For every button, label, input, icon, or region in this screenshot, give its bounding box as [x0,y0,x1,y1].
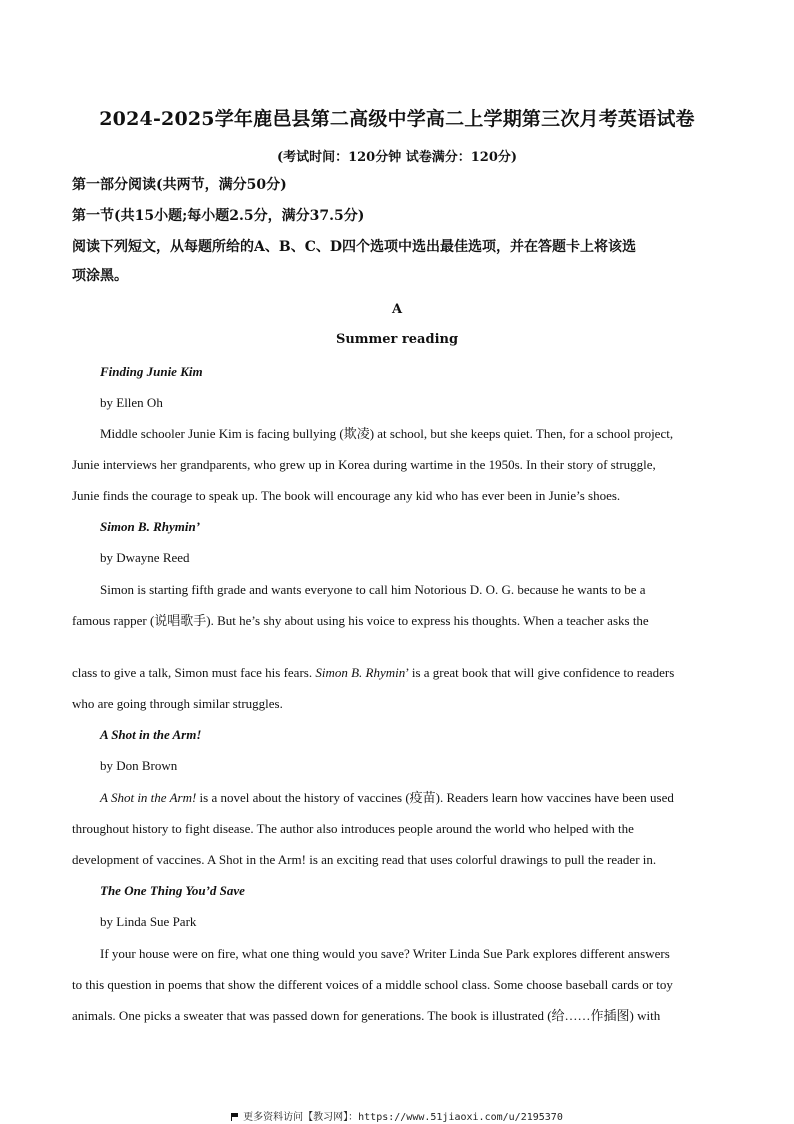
book-description-line: If your house were on fire, what one thing would you save? Writer Linda Sue Park explores different answers [100,946,670,961]
book-author: by Dwayne Reed [100,550,190,565]
book-description-line [72,782,732,813]
inline-book-title: A Shot in the Arm! [100,790,197,805]
footer-text: 更多资料访问【教习网】：https://www.51jiaoxi.com/u/2195370 [243,1112,563,1123]
book-title: Simon B. Rhymin’ [100,519,201,534]
passage-label: A [391,302,403,317]
book-description-line: Junie interviews her grandparents, who grew up in Korea during wartime in the 1950s. In their story of struggle, [72,457,656,472]
book-description-line: who are going through similar struggles. [72,696,283,711]
book-title: Finding Junie Kim [100,364,203,379]
book-description-line: Middle schooler Junie Kim is facing bullying (欺凌) at school, but she keeps quiet. Then, for a school project, [100,426,674,441]
book-author: by Don Brown [100,758,178,773]
part-heading: 第一部分阅读(共两节，满分50分) [72,177,287,193]
book-description-line: to this question in poems that show the different voices of a middle school class. Some choose baseball cards or toy [72,977,673,992]
inline-book-title: Simon B. Rhymin [315,665,406,680]
book-author: by Ellen Oh [100,395,163,410]
book-description-line: Junie finds the courage to speak up. The book will encourage any kid who has ever been in Junie’s shoes. [72,488,621,503]
text-run: ’ is a great book that will give confidence to readers [405,665,675,680]
book-title: The One Thing You’d Save [100,883,245,898]
text-run: is a novel about the history of vaccines (疫苗). Readers learn how vaccines have been used [196,790,674,805]
directions-line-1: 阅读下列短文，从每题所给的A、B、C、D四个选项中选出最佳选项，并在答题卡上将该选 [72,239,636,255]
text-run: class to give a talk, Simon must face his fears. [72,665,316,680]
section-heading: 第一节(共15小题;每小题2.5分，满分37.5分) [72,208,365,224]
passage-heading: Summer reading [335,332,459,347]
footer-link[interactable] [0,1108,794,1123]
exam-title: 2024-2025学年鹿邑县第二高级中学高二上学期第三次月考英语试卷 [99,108,695,130]
book-description-line: throughout history to fight disease. The author also introduces people around the world who helped with the [72,821,634,836]
book-author: by Linda Sue Park [100,914,197,929]
directions-line-2: 项涂黑。 [72,268,128,284]
book-description-line [72,657,732,688]
book-description-line: development of vaccines. A Shot in the Arm! is an exciting read that uses colorful drawings to pull the reader in. [72,852,657,867]
exam-subtitle: (考试时间：120分钟 试卷满分：120分) [276,150,518,165]
book-description-line: animals. One picks a sweater that was passed down for generations. The book is illustrated (给……作插图) with [72,1008,661,1023]
book-title: A Shot in the Arm! [100,727,202,742]
book-description-line: famous rapper (说唱歌手). But he’s shy about using his voice to express his thoughts. When a teacher asks the [72,613,649,628]
book-description-line: Simon is starting fifth grade and wants everyone to call him Notorious D. O. G. because he wants to be a [100,582,646,597]
flag-icon [231,1113,239,1121]
